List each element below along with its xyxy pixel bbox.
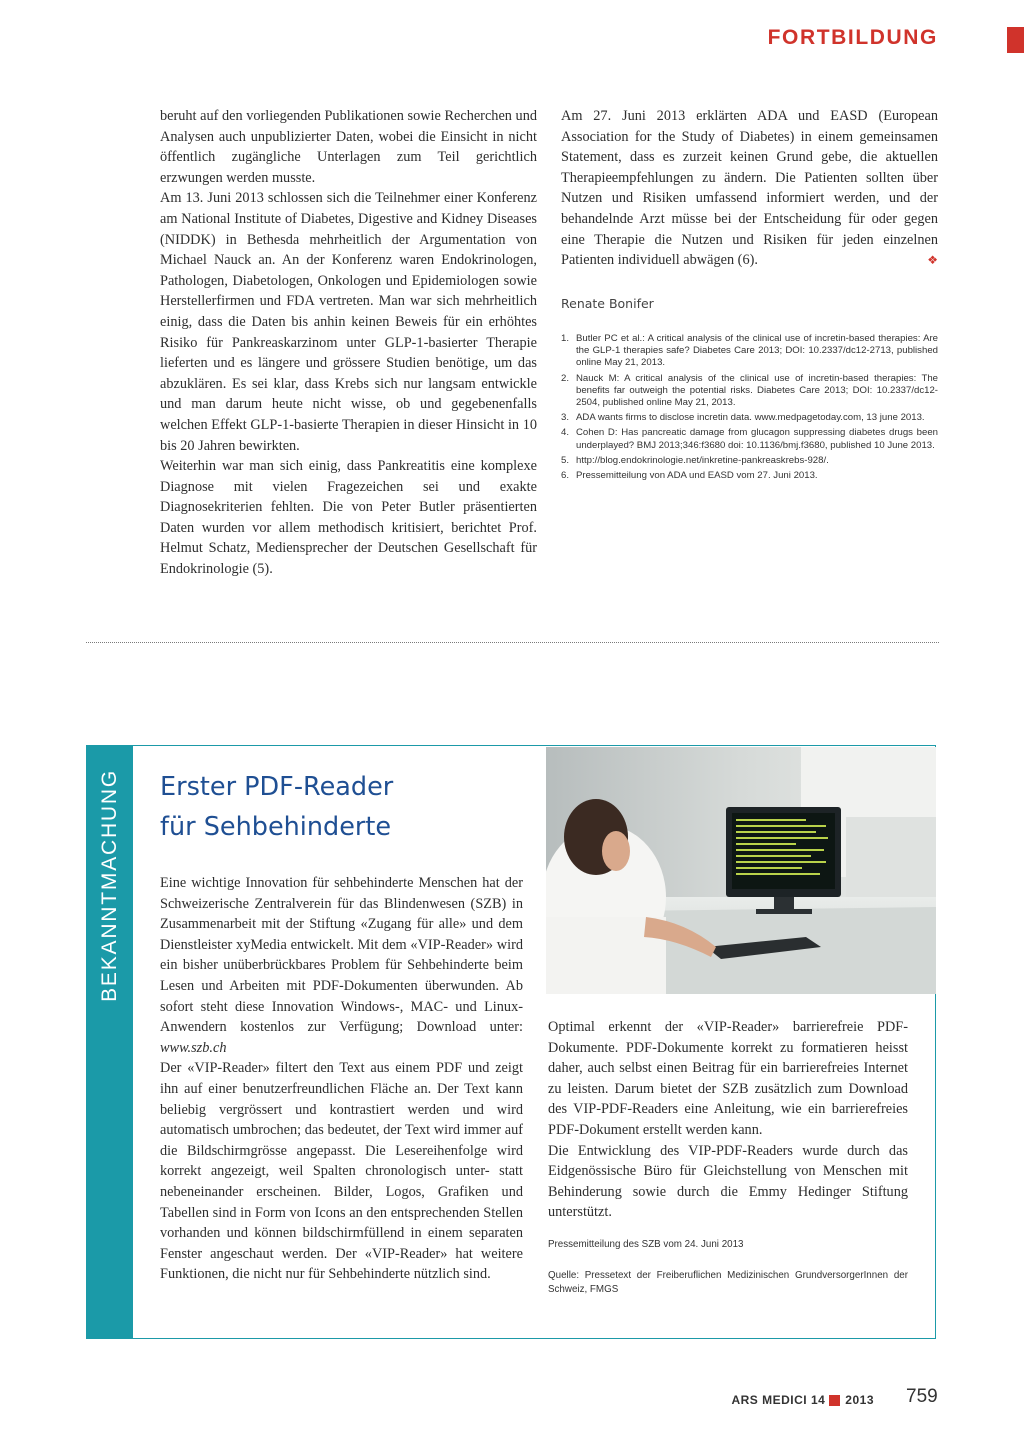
journal-footer	[731, 1393, 874, 1407]
reference-item: 6. Pressemitteilung von ADA und EASD vom 27. Juni 2013.	[561, 470, 818, 482]
reference-item: 4. Cohen D: Has pancreatic damage from glucagon suppressing diabetes drugs been underplayed? BMJ 2013;346:f3680 doi: 10.1136/bmj.f3680, published 10 June 2013.	[561, 427, 938, 451]
paragraph-text: Am 27. Juni 2013 erklärten ADA und EASD (European Association for the Study of Diabetes) in einem gemeinsamen Statement, dass es zurzeit keinen Grund gebe, die aktuellen Therapieempfehlungen zu ändern. Die Patienten sollten über Nutzen und Risiken umfassend informiert werden, und der behandelnde Arzt müsse bei der Entscheidung für oder gegen eine Therapie die Nutzen und Risiken für jeden einzelnen Patienten individuell abwägen (6).	[561, 108, 938, 269]
announcement-title	[160, 767, 393, 847]
person-at-computer-image	[546, 747, 936, 994]
section-divider	[86, 642, 939, 643]
title-line: Erster PDF-Reader	[160, 772, 394, 802]
article-left-column	[160, 106, 537, 580]
announcement-left-column	[160, 873, 523, 1285]
office-photo	[546, 747, 936, 994]
reference-list	[561, 333, 938, 485]
reference-item: 5. http://blog.endokrinologie.net/inkretine-pankreaskrebs-928/.	[561, 454, 829, 466]
source-note: Quelle: Pressetext der Freiberuflichen Medizinischen GrundversorgerInnen der Schweiz, FMGS	[548, 1270, 908, 1295]
paragraph: Am 13. Juni 2013 schlossen sich die Teilnehmer einer Konferenz am National Institute of Diabetes, Digestive and Kidney Diseases (NIDDK) in Bethesda mehrheitlich der Argumentation von Michael Nauck an. An der Konferenz waren Endokrinologen, Pathologen, Diabetologen, Onkologen und Epidemiologen sowie Herstellerfirmen und FDA vertreten. Man war sich mehrheitlich einig, dass die Daten bis anhin keinen Beweis für ein erhöhtes Risiko für Pankreaskarzinom unter GLP-1-basierter Therapie lieferten und es längere und grössere Studien benötige, um das abzuklären. Es sei klar, dass Krebs sich nur langsam entwickle und man darum heute nicht wisse, ob und gegebenenfalls welchen Effekt GLP-1-basierte Therapien in dieser Hinsicht in 10 bis 20 Jahren bewirkten.	[160, 190, 537, 454]
section-label: FORTBILDUNG	[767, 26, 938, 49]
announcement-right-column	[548, 1017, 908, 1223]
paragraph-text: Eine wichtige Innovation für sehbehinderte Menschen hat der Schweizerische Zentralverein für das Blindenwesen (SZB) in Zusammenarbeit mit der Stiftung «Zugang für alle» und dem Dienstleister xyMedia entwickelt. Mit dem «VIP-Reader» wird ein bisher unüberbrückbares Problem für Sehbehinderte beim Lesen und Arbeiten mit PDF-Dokumenten überwunden. Ab sofort steht diese Innovation Windows-, MAC- und Linux-Anwendern kostenlos zur Verfügung; Download unter:	[160, 875, 523, 1036]
szb-link[interactable]: www.szb.ch	[160, 1039, 227, 1056]
announcement-label	[86, 745, 133, 1339]
paragraph: Weiterhin war man sich einig, dass Pankreatitis eine komplexe Diagnose mit vielen Fragezeichen sei und exakte Diagnosekriterien fehlten. Die von Peter Butler präsentierten Daten wurden vor allem methodisch kritisiert, berichtet Prof. Helmut Schatz, Mediensprecher der Deutschen Gesellschaft für Endokrinologie (5).	[160, 458, 537, 578]
paragraph: Optimal erkennt der «VIP-Reader» barrierefreie PDF-Dokumente. PDF-Dokumente korrekt zu formatieren heisst daher, auch selbst einen Beitrag für ein barrierefreies Internet zu leisten. Darum bietet der SZB zusätzlich zum Download des VIP-PDF-Readers eine Anleitung, wie ein barrierefreies PDF-Dokument erstellt werden kann.	[548, 1019, 908, 1138]
announcement-label-text: BEKANNTMACHUNG	[97, 769, 121, 1002]
paragraph: beruht auf den vorliegenden Publikationen sowie Recherchen und Analysen auch unpublizierter Daten, wobei die Einsicht in nicht öffentlich zugängliche Unterlagen zum Teil gerichtlich erzwungen werden musste.	[160, 108, 537, 186]
paragraph: Der «VIP-Reader» filtert den Text aus einem PDF und zeigt ihn auf einer benutzerfreundlichen Fläche an. Der Text kann beliebig vergrössert und kontrastiert werden und wird automatisch umbrochen; das bedeutet, der Text wird immer auf die Bildschirmgrösse angepasst. Die Lesereihenfolge wird korrekt angezeigt, weil Spalten chronologisch unter- statt nebeneinander erscheinen. Bilder, Logos, Grafiken und Tabellen sind in Form von Icons an den entsprechenden Stellen vorhanden und können bildschirmfüllend in einem separaten Fenster angeschaut werden. Der «VIP-Reader» hat weitere Funktionen, die nicht nur für Sehbehinderte nützlich sind.	[160, 1060, 523, 1283]
author-name: Renate Bonifer	[561, 296, 654, 311]
title-line: für Sehbehinderte	[160, 812, 392, 842]
paragraph	[160, 873, 523, 1058]
press-release-note: Pressemitteilung des SZB vom 24. Juni 2013	[548, 1239, 744, 1250]
article-right-column	[561, 106, 938, 271]
reference-item: 3. ADA wants firms to disclose incretin data. www.medpagetoday.com, 13 june 2013.	[561, 412, 925, 424]
reference-item: 2. Nauck M: A critical analysis of the clinical use of incretin-based therapies: The benefits far outweigh the potential risks. Diabetes Care 2013; DOI: 10.2337/dc12-2504, published online May 21, 2013.	[561, 372, 938, 409]
journal-name: ARS MEDICI 14	[731, 1393, 826, 1407]
red-square-icon	[829, 1395, 840, 1406]
paragraph: Die Entwicklung des VIP-PDF-Readers wurde durch das Eidgenössische Büro für Gleichstellung von Menschen mit Behinderung sowie durch die Emmy Hedinger Stiftung unterstützt.	[548, 1142, 908, 1221]
journal-year: 2013	[845, 1393, 874, 1407]
page-number: 759	[906, 1386, 938, 1407]
paragraph	[561, 106, 938, 271]
section-color-tab	[1007, 27, 1024, 53]
end-mark-icon: ❖	[927, 253, 938, 268]
reference-item: 1. Butler PC et al.: A critical analysis of the clinical use of incretin-based therapies: Are the GLP-1 therapies safe? Diabetes Care 2013; DOI: 10.2337/dc12-2713, published online May 21, 2013.	[561, 333, 938, 369]
